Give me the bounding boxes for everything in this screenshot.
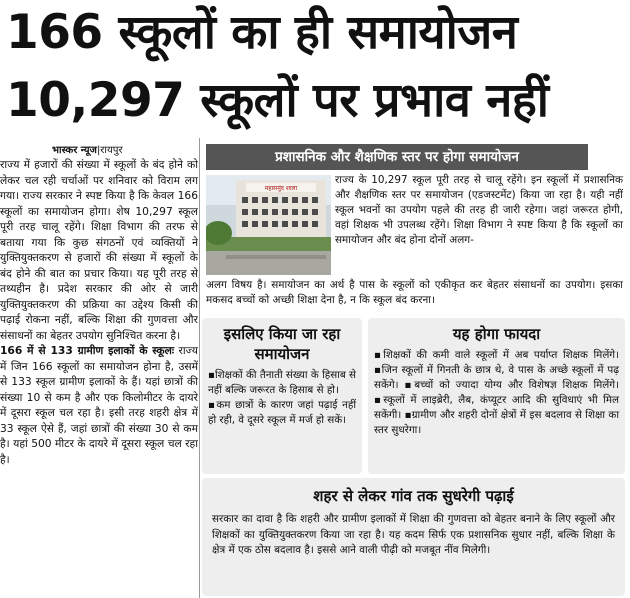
improvement-box-body: सरकार का दावा है कि शहरी और ग्रामीण इलाकों में शिक्षा की गुणवत्ता को बेहतर बनाने के लिए स्कूलों और शिक्षकों का युक्तियुक्तकरण किया जा रहा है। यह कदम सिर्फ एक प्रशासनिक सुधार नहीं, बल्कि शिक्षा के क्षेत्र में एक ठोस बदलाव है। इससे आने वाली पीढ़ी को मजबूत नींव मिलेगी। [212, 513, 615, 556]
left-paragraph-1: राज्य में हजारों की संख्या में स्कूलों के बंद होने को लेकर चल रही चर्चाओं पर शनिवार को विराम लग गया। राज्य सरकार ने स्पष्ट किया है कि केवल 166 स्कूलों का समायोजन होगा। शेष 10,297 स्कूल पूरी तरह चालू रहेंगे। शिक्षा विभाग की तरफ से बताया गया कि कुछ संगठनों एवं व्यक्तियों ने युक्तियुक्तकरण से हजारों की संख्या में स्कूलों के बंद होने की बात का प्रचार किया। यह पूरी तरह से तथ्यहीन है। प्रदेश सरकार की ओर से जारी युक्तियुक्तकरण की प्रक्रिया का उद्देश्य किसी की पढ़ाई रोकना नहीं, बल्कि शिक्षा की गुणवत्ता और संसाधनों का बेहतर उपयोग सुनिश्चित करना है। [0, 158, 198, 342]
left-paragraph-2 [0, 343, 198, 467]
benefit-box-title: यह होगा फायदा [452, 325, 541, 343]
school-building-photo [206, 175, 331, 275]
school-building-image [206, 175, 331, 275]
benefit-box [368, 318, 625, 474]
dateline-source: भास्कर न्यूज [52, 145, 97, 156]
left-column-article [0, 157, 198, 598]
photo-sign-text: महासमुंद शाला [264, 185, 298, 192]
intro-paragraph: राज्य के 10,297 स्कूल पूरी तरह से चालू रहेंगे। इन स्कूलों में प्रशासनिक और शैक्षणिक स्तर पर समायोजन (एडजस्टमेंट) किया जा रहा है। यही नहीं स्कूल भवनों का उपयोग पहले की तरह ही जारी रहेगा। जहां जरूरत होगी, वहां शिक्षक भी उपलब्ध रहेंगे। शिक्षा विभाग ने स्पष्ट किया है कि स्कूलों का समायोजन और बंद होना दोनों अलग- [335, 174, 623, 247]
reason-bullet-1: ▪शिक्षकों की तैनाती संख्या के हिसाब से नहीं बल्कि जरूरत के हिसाब से हो। [208, 369, 356, 396]
improvement-box [202, 478, 625, 596]
dateline-city: |रायपुर [96, 145, 123, 156]
intro-paragraph-continued: अलग विषय है। समायोजन का अर्थ है पास के स्कूलों को एकीकृत कर बेहतर संसाधनों का उपयोग। इसका मकसद बच्चों को अच्छी शिक्षा देना है, न कि स्कूल बंद करना। [206, 279, 623, 307]
column-divider [199, 138, 200, 598]
improvement-box-title: शहर से लेकर गांव तक सुधरेगी पढ़ाई [313, 487, 514, 505]
reason-box-title: इसलिए किया जा रहा समायोजन [223, 325, 341, 363]
headline-line-2: 10,297 स्कूलों पर प्रभाव नहीं [6, 73, 549, 128]
left-subhead: 166 में से 133 ग्रामीण इलाकों के स्कूलः [0, 344, 175, 357]
benefit-box-body: ▪शिक्षकों की कमी वाले स्कूलों में अब पर्याप्त शिक्षक मिलेंगे। ▪जिन स्कूलों में गिनती के छात्र थे, वे पास के अच्छे स्कूलों में पढ़ सकेंगे। ▪बच्चों को ज्यादा योग्य और विशेषज्ञ शिक्षक मिलेंगे। ▪स्कूलों में लाइब्रेरी, लैब, कंप्यूटर आदि की सुविधाएं भी मिल सकेंगी। ▪ग्रामीण और शहरी दोनों क्षेत्रों में इस बदलाव से शिक्षा का स्तर सुधरेगा। [374, 349, 619, 436]
reason-bullet-2: ▪कम छात्रों के कारण जहां पढ़ाई नहीं हो रही, वे दूसरे स्कूल में मर्ज हो सकें। [208, 399, 356, 426]
headline-line-1: 166 स्कूलों का ही समायोजन [6, 5, 518, 60]
left-paragraph-2-text: राज्य में जिन 166 स्कूलों का समायोजन होना है, उसमें से 133 स्कूल ग्रामीण इलाकों के हैं। यहां छात्रों की संख्या 10 से कम है और एक किलोमीटर के दायरे में दूसरा स्कूल चल रहा है। इसी तरह शहरी क्षेत्र में 33 स्कूल ऐसे हैं, जहां छात्रों की संख्या 30 से कम है। यहां 500 मीटर के दायरे में दूसरा स्कूल चल रहा है। [0, 344, 198, 466]
section-banner: प्रशासनिक और शैक्षणिक स्तर पर होगा समायोजन [206, 144, 588, 170]
dateline [52, 142, 123, 156]
reason-box [202, 318, 362, 474]
